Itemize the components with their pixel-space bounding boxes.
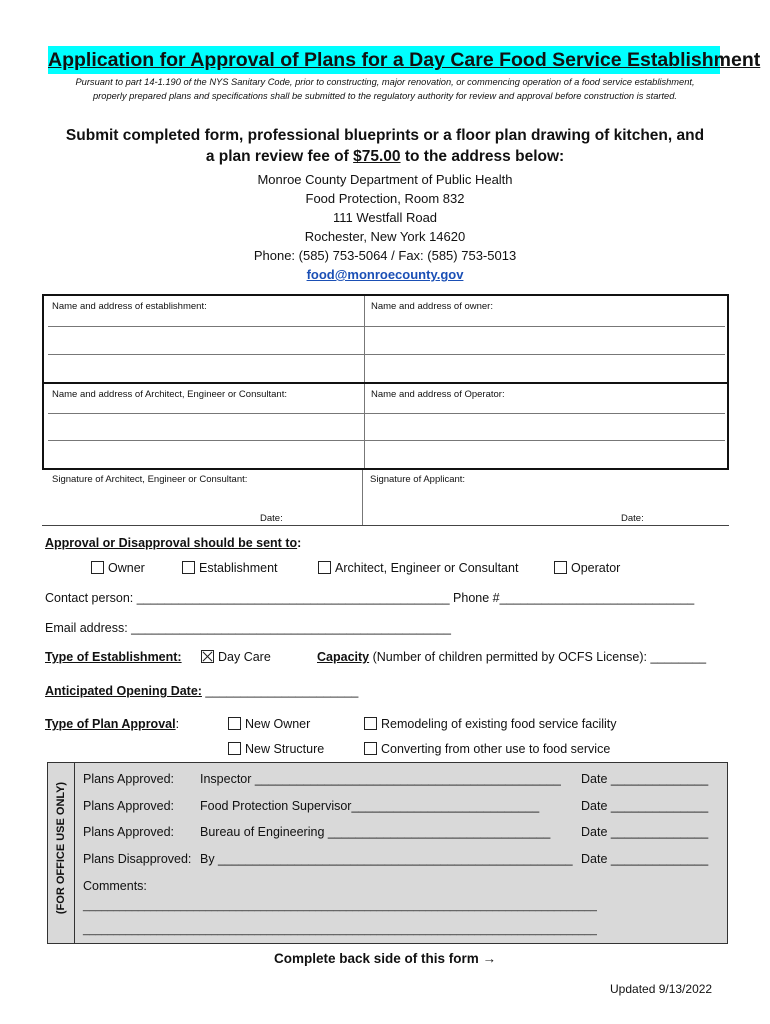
new-structure-checkbox[interactable]: [228, 742, 241, 755]
grid-divider: [364, 384, 365, 468]
option-architect[interactable]: [318, 561, 518, 575]
inspector-field[interactable]: Inspector ____________________________________________: [200, 772, 561, 786]
sig-applicant-date-label: Date:: [621, 513, 644, 524]
contact-person-field[interactable]: Contact person: _____________________________________________ Phone #____________________________: [45, 591, 695, 605]
grid-divider: [364, 296, 365, 382]
intro-text: Pursuant to part 14-1.190 of the NYS Sanitary Code, prior to constructing, major renovation, or commencing operation of a food service establishment, properly prepared plans and specifications shall be submitted to the regulatory authority for review and approval before construction is started.: [75, 77, 695, 101]
architect-field-2[interactable]: [48, 441, 362, 466]
office-use-label: (FOR OFFICE USE ONLY): [55, 781, 67, 915]
office-row-3-label: Plans Approved:: [83, 825, 175, 839]
comments-line-1[interactable]: ____________________________________________________________________________________: [83, 900, 597, 912]
owner-field-1[interactable]: [366, 327, 724, 353]
sig-architect-label: Signature of Architect, Engineer or Consultant:: [52, 474, 248, 485]
approval-heading-text: Approval or Disapproval should be sent to: [45, 536, 298, 550]
architect-operator-box: [42, 382, 729, 470]
submit-line-1: Submit completed form, professional blueprints or a floor plan drawing of kitchen, and: [65, 127, 705, 144]
owner-label: Name and address of owner:: [371, 301, 493, 312]
operator-field-1[interactable]: [366, 414, 724, 439]
sig-applicant-label: Signature of Applicant:: [370, 474, 466, 485]
signature-divider: [362, 470, 363, 526]
plan-approval-colon: :: [175, 717, 180, 731]
address-phone: Phone: (585) 753-5064 / Fax: (585) 753-5013: [253, 248, 517, 263]
disapproved-by-field[interactable]: By ___________________________________________________: [200, 852, 573, 866]
engineering-date-field[interactable]: Date ______________: [581, 825, 709, 839]
establishment-label: Name and address of establishment:: [52, 301, 207, 312]
remodeling-label: Remodeling of existing food service facility: [381, 717, 617, 731]
owner-field-2[interactable]: [366, 355, 724, 381]
option-owner[interactable]: [91, 561, 145, 575]
establishment-field-2[interactable]: [48, 355, 362, 381]
capacity-field[interactable]: [317, 650, 706, 664]
converting-label: Converting from other use to food service: [381, 742, 611, 756]
submit-line-2: [40, 146, 730, 167]
option-remodeling[interactable]: [364, 717, 617, 731]
plan-review-fee: $75.00: [353, 148, 401, 165]
option-new-structure[interactable]: [228, 742, 324, 756]
comments-line-2[interactable]: ____________________________________________________________________________________: [83, 924, 597, 936]
address-org: Monroe County Department of Public Health: [257, 172, 513, 187]
address-street: 111 Westfall Road: [332, 210, 438, 225]
email-address-field[interactable]: Email address: ______________________________________________: [45, 621, 451, 635]
engineering-field[interactable]: Bureau of Engineering ________________________________: [200, 825, 551, 839]
establishment-owner-box: [42, 294, 729, 384]
sig-architect-date-label: Date:: [260, 513, 283, 524]
opening-date-field[interactable]: [45, 684, 358, 698]
establishment-type-label: Type of Establishment:: [45, 650, 182, 664]
submit-instructions: [40, 125, 730, 167]
architect-signature-field[interactable]: [44, 488, 360, 510]
office-row-2-label: Plans Approved:: [83, 799, 175, 813]
address-dept: Food Protection, Room 832: [305, 191, 465, 206]
new-structure-label: New Structure: [245, 742, 325, 756]
option-operator[interactable]: [554, 561, 620, 575]
office-use-side: [47, 762, 75, 944]
address-city: Rochester, New York 14620: [304, 229, 466, 244]
plan-approval-label: [45, 717, 179, 731]
establishment-checkbox[interactable]: [182, 561, 195, 574]
plan-approval-label-text: Type of Plan Approval: [45, 717, 176, 731]
remodeling-checkbox[interactable]: [364, 717, 377, 730]
operator-option-label: Operator: [571, 561, 621, 575]
supervisor-field[interactable]: Food Protection Supervisor___________________________: [200, 799, 540, 813]
establishment-option-label: Establishment: [199, 561, 278, 575]
approval-heading-colon: :: [297, 536, 302, 550]
approval-heading: [45, 536, 301, 550]
option-day-care[interactable]: [201, 650, 271, 664]
back-side-note: Complete back side of this form →: [273, 951, 497, 966]
option-establishment[interactable]: [182, 561, 278, 575]
capacity-text: (Number of children permitted by OCFS License): ________: [369, 650, 707, 664]
converting-checkbox[interactable]: [364, 742, 377, 755]
owner-checkbox[interactable]: [91, 561, 104, 574]
signature-baseline: [42, 525, 729, 526]
owner-option-label: Owner: [108, 561, 145, 575]
day-care-checkbox[interactable]: [201, 650, 214, 663]
operator-field-2[interactable]: [366, 441, 724, 466]
comments-label: Comments:: [83, 879, 147, 893]
inspector-date-field[interactable]: Date ______________: [581, 772, 709, 786]
architect-field-1[interactable]: [48, 414, 362, 439]
disapproved-date-field[interactable]: Date ______________: [581, 852, 709, 866]
form-title: Application for Approval of Plans for a Day Care Food Service Establishment: [48, 46, 720, 74]
opening-date-blank: ______________________: [201, 684, 359, 698]
operator-checkbox[interactable]: [554, 561, 567, 574]
architect-checkbox[interactable]: [318, 561, 331, 574]
opening-date-label: Anticipated Opening Date:: [45, 684, 202, 698]
updated-date: Updated 9/13/2022: [610, 982, 713, 996]
applicant-signature-field[interactable]: [366, 488, 726, 510]
office-row-4-label: Plans Disapproved:: [83, 852, 192, 866]
mailing-address: [135, 170, 635, 284]
submit-line-2-post: to the address below:: [400, 148, 565, 165]
establishment-field-1[interactable]: [48, 327, 362, 353]
day-care-label: Day Care: [218, 650, 271, 664]
option-new-owner[interactable]: [228, 717, 310, 731]
architect-option-label: Architect, Engineer or Consultant: [335, 561, 519, 575]
architect-label: Name and address of Architect, Engineer or Consultant:: [52, 389, 287, 400]
option-converting[interactable]: [364, 742, 610, 756]
new-owner-label: New Owner: [245, 717, 311, 731]
office-row-1-label: Plans Approved:: [83, 772, 175, 786]
capacity-label: Capacity: [317, 650, 370, 664]
submit-line-2-pre: a plan review fee of: [205, 148, 354, 165]
email-link[interactable]: food@monroecounty.gov: [306, 267, 464, 282]
new-owner-checkbox[interactable]: [228, 717, 241, 730]
operator-label: Name and address of Operator:: [371, 389, 505, 400]
supervisor-date-field[interactable]: Date ______________: [581, 799, 709, 813]
